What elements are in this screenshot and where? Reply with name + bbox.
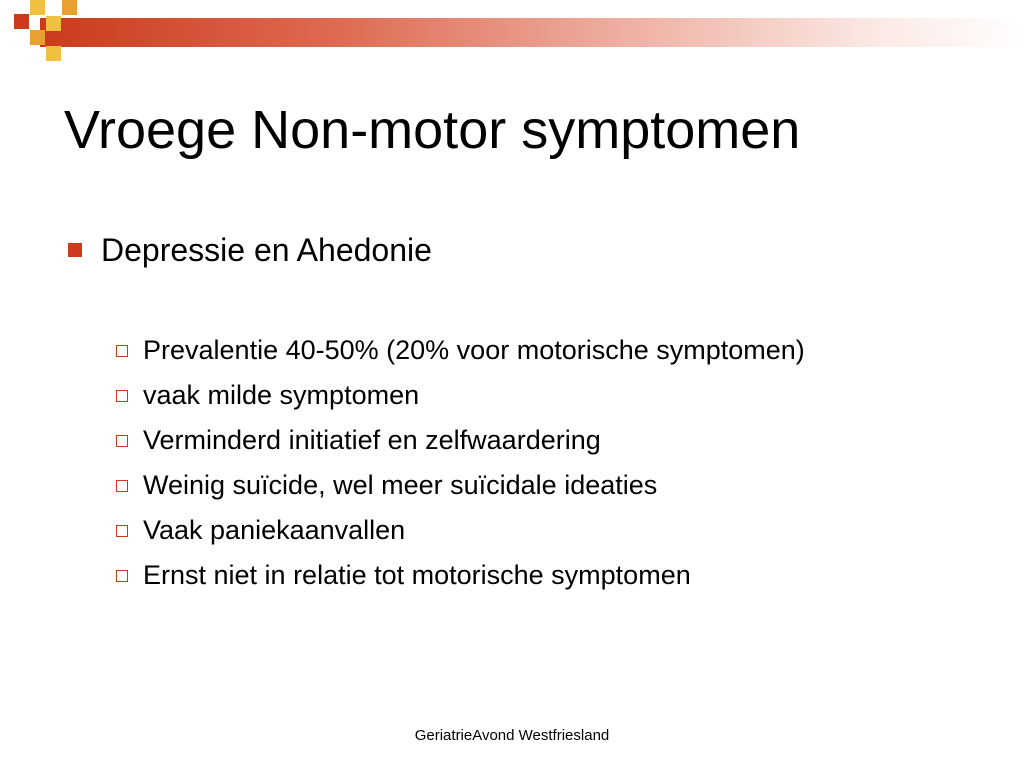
sub-bullet bbox=[116, 424, 836, 457]
sub-bullet bbox=[116, 334, 836, 367]
deco-square bbox=[30, 0, 45, 15]
sub-bullet-text: Vaak paniekaanvallen bbox=[143, 515, 406, 545]
sub-bullet bbox=[116, 514, 836, 547]
sub-bullet-text: Prevalentie 40-50% (20% voor motorische symptomen) bbox=[143, 335, 805, 365]
sub-bullet-text: Ernst niet in relatie tot motorische symptomen bbox=[143, 560, 691, 590]
deco-square bbox=[14, 14, 29, 29]
hollow-square-bullet-icon bbox=[116, 435, 128, 447]
square-bullet-icon bbox=[68, 243, 82, 257]
hollow-square-bullet-icon bbox=[116, 390, 128, 402]
main-bullet-text: Depressie en Ahedonie bbox=[101, 232, 432, 268]
deco-square bbox=[46, 46, 61, 61]
sub-bullet bbox=[116, 469, 836, 502]
sub-bullet-text: Weinig suïcide, wel meer suïcidale ideaties bbox=[143, 470, 658, 500]
header-gradient-band bbox=[40, 18, 1024, 47]
sub-bullet-text: vaak milde symptomen bbox=[143, 380, 420, 410]
hollow-square-bullet-icon bbox=[116, 345, 128, 357]
main-bullet bbox=[68, 232, 432, 268]
sub-bullet bbox=[116, 379, 836, 412]
sub-bullet-list bbox=[116, 334, 836, 604]
sub-bullet-text: Verminderd initiatief en zelfwaardering bbox=[143, 425, 601, 455]
deco-square bbox=[62, 0, 77, 15]
sub-bullet bbox=[116, 559, 836, 592]
deco-square bbox=[46, 16, 61, 31]
deco-square bbox=[30, 30, 45, 45]
slide-footer: GeriatrieAvond Westfriesland bbox=[414, 727, 610, 744]
hollow-square-bullet-icon bbox=[116, 525, 128, 537]
header-decoration bbox=[0, 0, 1024, 60]
hollow-square-bullet-icon bbox=[116, 480, 128, 492]
hollow-square-bullet-icon bbox=[116, 570, 128, 582]
slide-title: Vroege Non-motor symptomen bbox=[64, 100, 801, 160]
